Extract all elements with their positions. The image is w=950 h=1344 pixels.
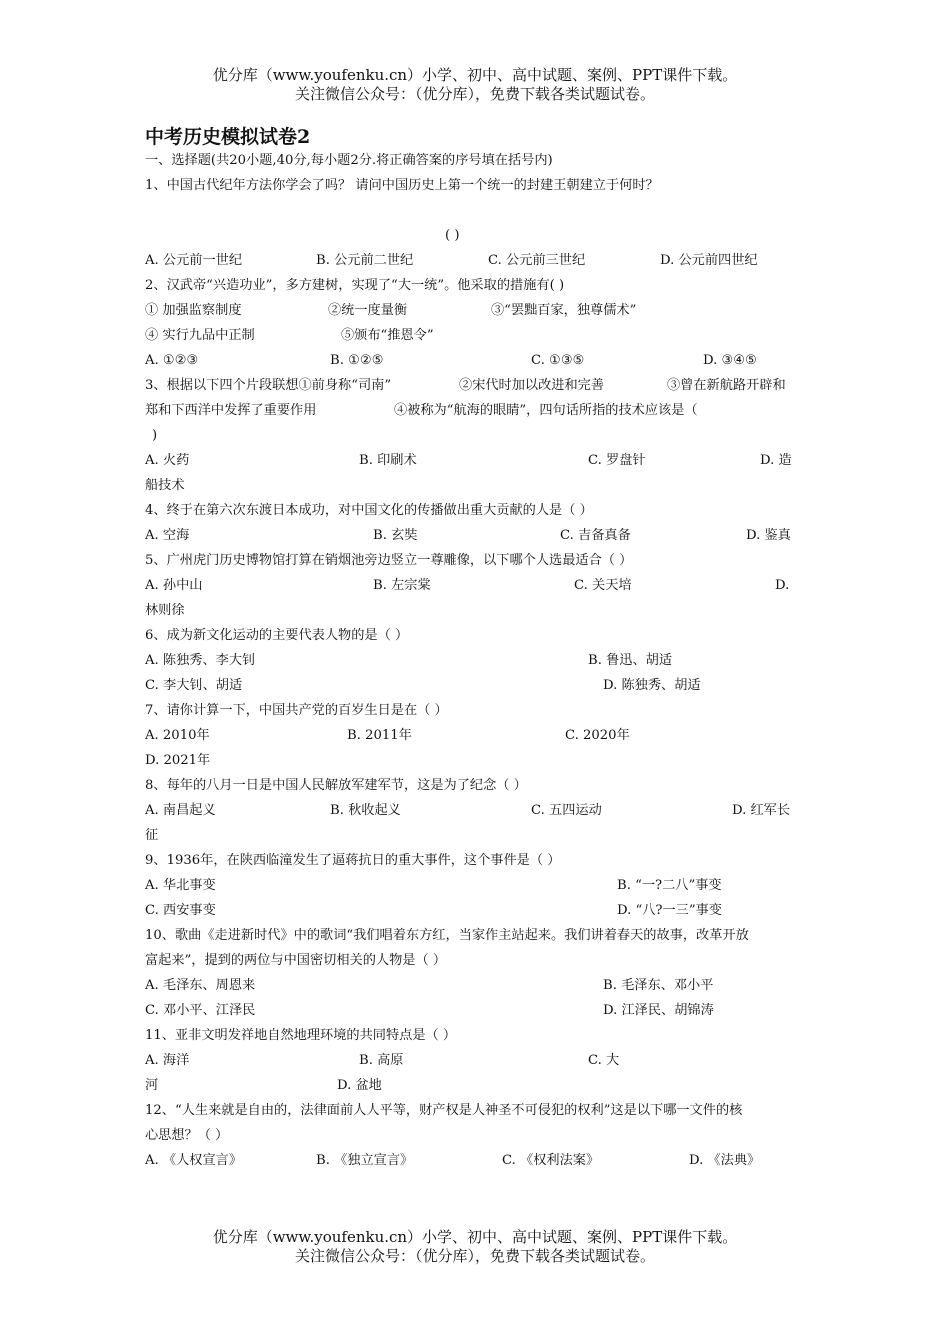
q5-option-d: D.	[775, 578, 790, 593]
q9-option-d: D. “八?一三”事变	[617, 903, 722, 918]
q3-clue-2: ②宋代时加以改进和完善	[459, 378, 605, 393]
q2-option-c: C. ①③⑤	[531, 353, 585, 368]
q3-clue-4: ④被称为“航海的眼睛”，四句话所指的技术应该是（	[394, 403, 698, 418]
q3-option-b: B. 印刷术	[359, 453, 417, 468]
q1-option-a: A. 公元前一世纪	[145, 253, 243, 268]
q2-item-2: ②统一度量衡	[328, 303, 408, 318]
q6-option-c: C. 李大钊、胡适	[145, 678, 243, 693]
q10-stem-line1: 10、歌曲《走进新时代》中的歌词“我们唱着东方红，当家作主站起来。我们讲着春天的故事，改革开放	[145, 928, 749, 943]
q5-option-c: C. 关天培	[574, 578, 632, 593]
q8-option-d-cont: 征	[145, 828, 159, 843]
q10-stem-line2: 富起来”，提到的两位与中国密切相关的人物是（ ）	[145, 953, 447, 968]
q7-option-d: D. 2021年	[145, 753, 211, 768]
q10-option-d: D. 江泽民、胡锦涛	[603, 1003, 714, 1018]
q4-option-a: A. 空海	[145, 528, 190, 543]
q5-stem: 5、广州虎门历史博物馆打算在销烟池旁边竖立一尊雕像，以下哪个人选最适合（ ）	[145, 553, 633, 568]
q3-option-c: C. 罗盘针	[588, 453, 646, 468]
q11-stem: 11、亚非文明发祥地自然地理环境的共同特点是（ ）	[145, 1028, 457, 1043]
q5-option-a: A. 孙中山	[145, 578, 203, 593]
q1-answer-blank: ( )	[445, 228, 460, 243]
q8-option-c: C. 五四运动	[531, 803, 602, 818]
page-header	[0, 66, 950, 104]
page-footer	[0, 1228, 950, 1266]
exam-title: 中考历史模拟试卷2	[145, 126, 311, 148]
q12-option-a: A. 《人权宣言》	[145, 1153, 243, 1168]
section-intro: 一、选择题(共20小题,40分,每小题2分.将正确答案的序号填在括号内)	[145, 153, 553, 168]
q3-option-d: D. 造	[760, 453, 792, 468]
q1-stem: 1、中国古代纪年方法你学会了吗？ 请问中国历史上第一个统一的封建王朝建立于何时？	[145, 178, 659, 193]
q10-option-b: B. 毛泽东、邓小平	[603, 978, 714, 993]
q9-stem: 9、1936年，在陕西临潼发生了逼蒋抗日的重大事件，这个事件是（ ）	[145, 853, 561, 868]
q12-stem-line1: 12、“人生来就是自由的，法律面前人人平等，财产权是人神圣不可侵犯的权利”这是以下哪一文件的核	[145, 1103, 743, 1118]
q2-item-3: ③“罢黜百家，独尊儒术”	[491, 303, 637, 318]
q11-option-a: A. 海洋	[145, 1053, 190, 1068]
q11-option-c: C. 大	[588, 1053, 620, 1068]
q11-option-c-cont: 河	[145, 1078, 159, 1093]
q2-item-5: ⑤颁布“推恩令”	[341, 328, 434, 343]
q6-option-b: B. 鲁迅、胡适	[588, 653, 673, 668]
q2-option-d: D. ③④⑤	[703, 353, 757, 368]
q7-option-a: A. 2010年	[145, 728, 210, 743]
q7-option-b: B. 2011年	[347, 728, 412, 743]
q10-option-c: C. 邓小平、江泽民	[145, 1003, 256, 1018]
q8-option-a: A. 南昌起义	[145, 803, 216, 818]
footer-line-2: 关注微信公众号：（优分库），免费下载各类试题试卷。	[294, 1247, 655, 1265]
q1-option-d: D. 公元前四世纪	[660, 253, 758, 268]
q3-option-a: A. 火药	[145, 453, 190, 468]
q3-answer-close: )	[152, 428, 158, 443]
q1-option-c: C. 公元前三世纪	[488, 253, 586, 268]
q2-option-a: A. ①②③	[145, 353, 199, 368]
q4-option-b: B. 玄奘	[373, 528, 418, 543]
q12-option-c: C. 《权利法案》	[502, 1153, 600, 1168]
q6-option-a: A. 陈独秀、李大钊	[145, 653, 256, 668]
q11-option-b: B. 高原	[359, 1053, 404, 1068]
q4-stem: 4、终于在第六次东渡日本成功，对中国文化的传播做出重大贡献的人是（ ）	[145, 503, 593, 518]
q6-option-d: D. 陈独秀、胡适	[603, 678, 701, 693]
q2-item-4: ④ 实行九品中正制	[145, 328, 255, 343]
q7-option-c: C. 2020年	[565, 728, 630, 743]
q4-option-c: C. 吉备真备	[560, 528, 631, 543]
q12-stem-line2: 心思想？（ ）	[145, 1128, 229, 1143]
q10-option-a: A. 毛泽东、周恩来	[145, 978, 256, 993]
q5-option-b: B. 左宗棠	[373, 578, 431, 593]
q2-stem: 2、汉武帝“兴造功业”，多方建树，实现了“大一统”。他采取的措施有( )	[145, 278, 565, 293]
q1-option-b: B. 公元前二世纪	[316, 253, 414, 268]
q8-stem: 8、每年的八月一日是中国人民解放军建军节，这是为了纪念（ ）	[145, 778, 527, 793]
q6-stem: 6、成为新文化运动的主要代表人物的是（ ）	[145, 628, 409, 643]
q5-option-d-cont: 林则徐	[145, 603, 185, 618]
q2-item-1: ① 加强监察制度	[145, 303, 242, 318]
q8-option-b: B. 秋收起义	[330, 803, 401, 818]
q3-clue-3: ③曾在新航路开辟和	[667, 378, 786, 393]
header-line-1: 优分库（www.youfenku.cn）小学、初中、高中试题、案例、PPT课件下载。	[212, 66, 738, 84]
q3-clue-3-cont: 郑和下西洋中发挥了重要作用	[145, 403, 317, 418]
q12-option-d: D. 《法典》	[689, 1153, 761, 1168]
q2-option-b: B. ①②⑤	[330, 353, 384, 368]
q9-option-a: A. 华北事变	[145, 878, 216, 893]
q3-clue-1: 3、根据以下四个片段联想①前身称“司南”	[145, 378, 392, 393]
q8-option-d: D. 红军长	[732, 803, 791, 818]
q12-option-b: B. 《独立宣言》	[316, 1153, 414, 1168]
footer-line-1: 优分库（www.youfenku.cn）小学、初中、高中试题、案例、PPT课件下载。	[212, 1228, 738, 1246]
q11-option-d: D. 盆地	[337, 1078, 382, 1093]
q9-option-c: C. 西安事变	[145, 903, 216, 918]
q7-stem: 7、请你计算一下，中国共产党的百岁生日是在（ ）	[145, 703, 448, 718]
q9-option-b: B. “一?二八”事变	[617, 878, 722, 893]
q4-option-d: D. 鉴真	[746, 528, 791, 543]
header-line-2: 关注微信公众号：（优分库），免费下载各类试题试卷。	[294, 85, 655, 103]
q3-option-d-cont: 船技术	[145, 478, 185, 493]
